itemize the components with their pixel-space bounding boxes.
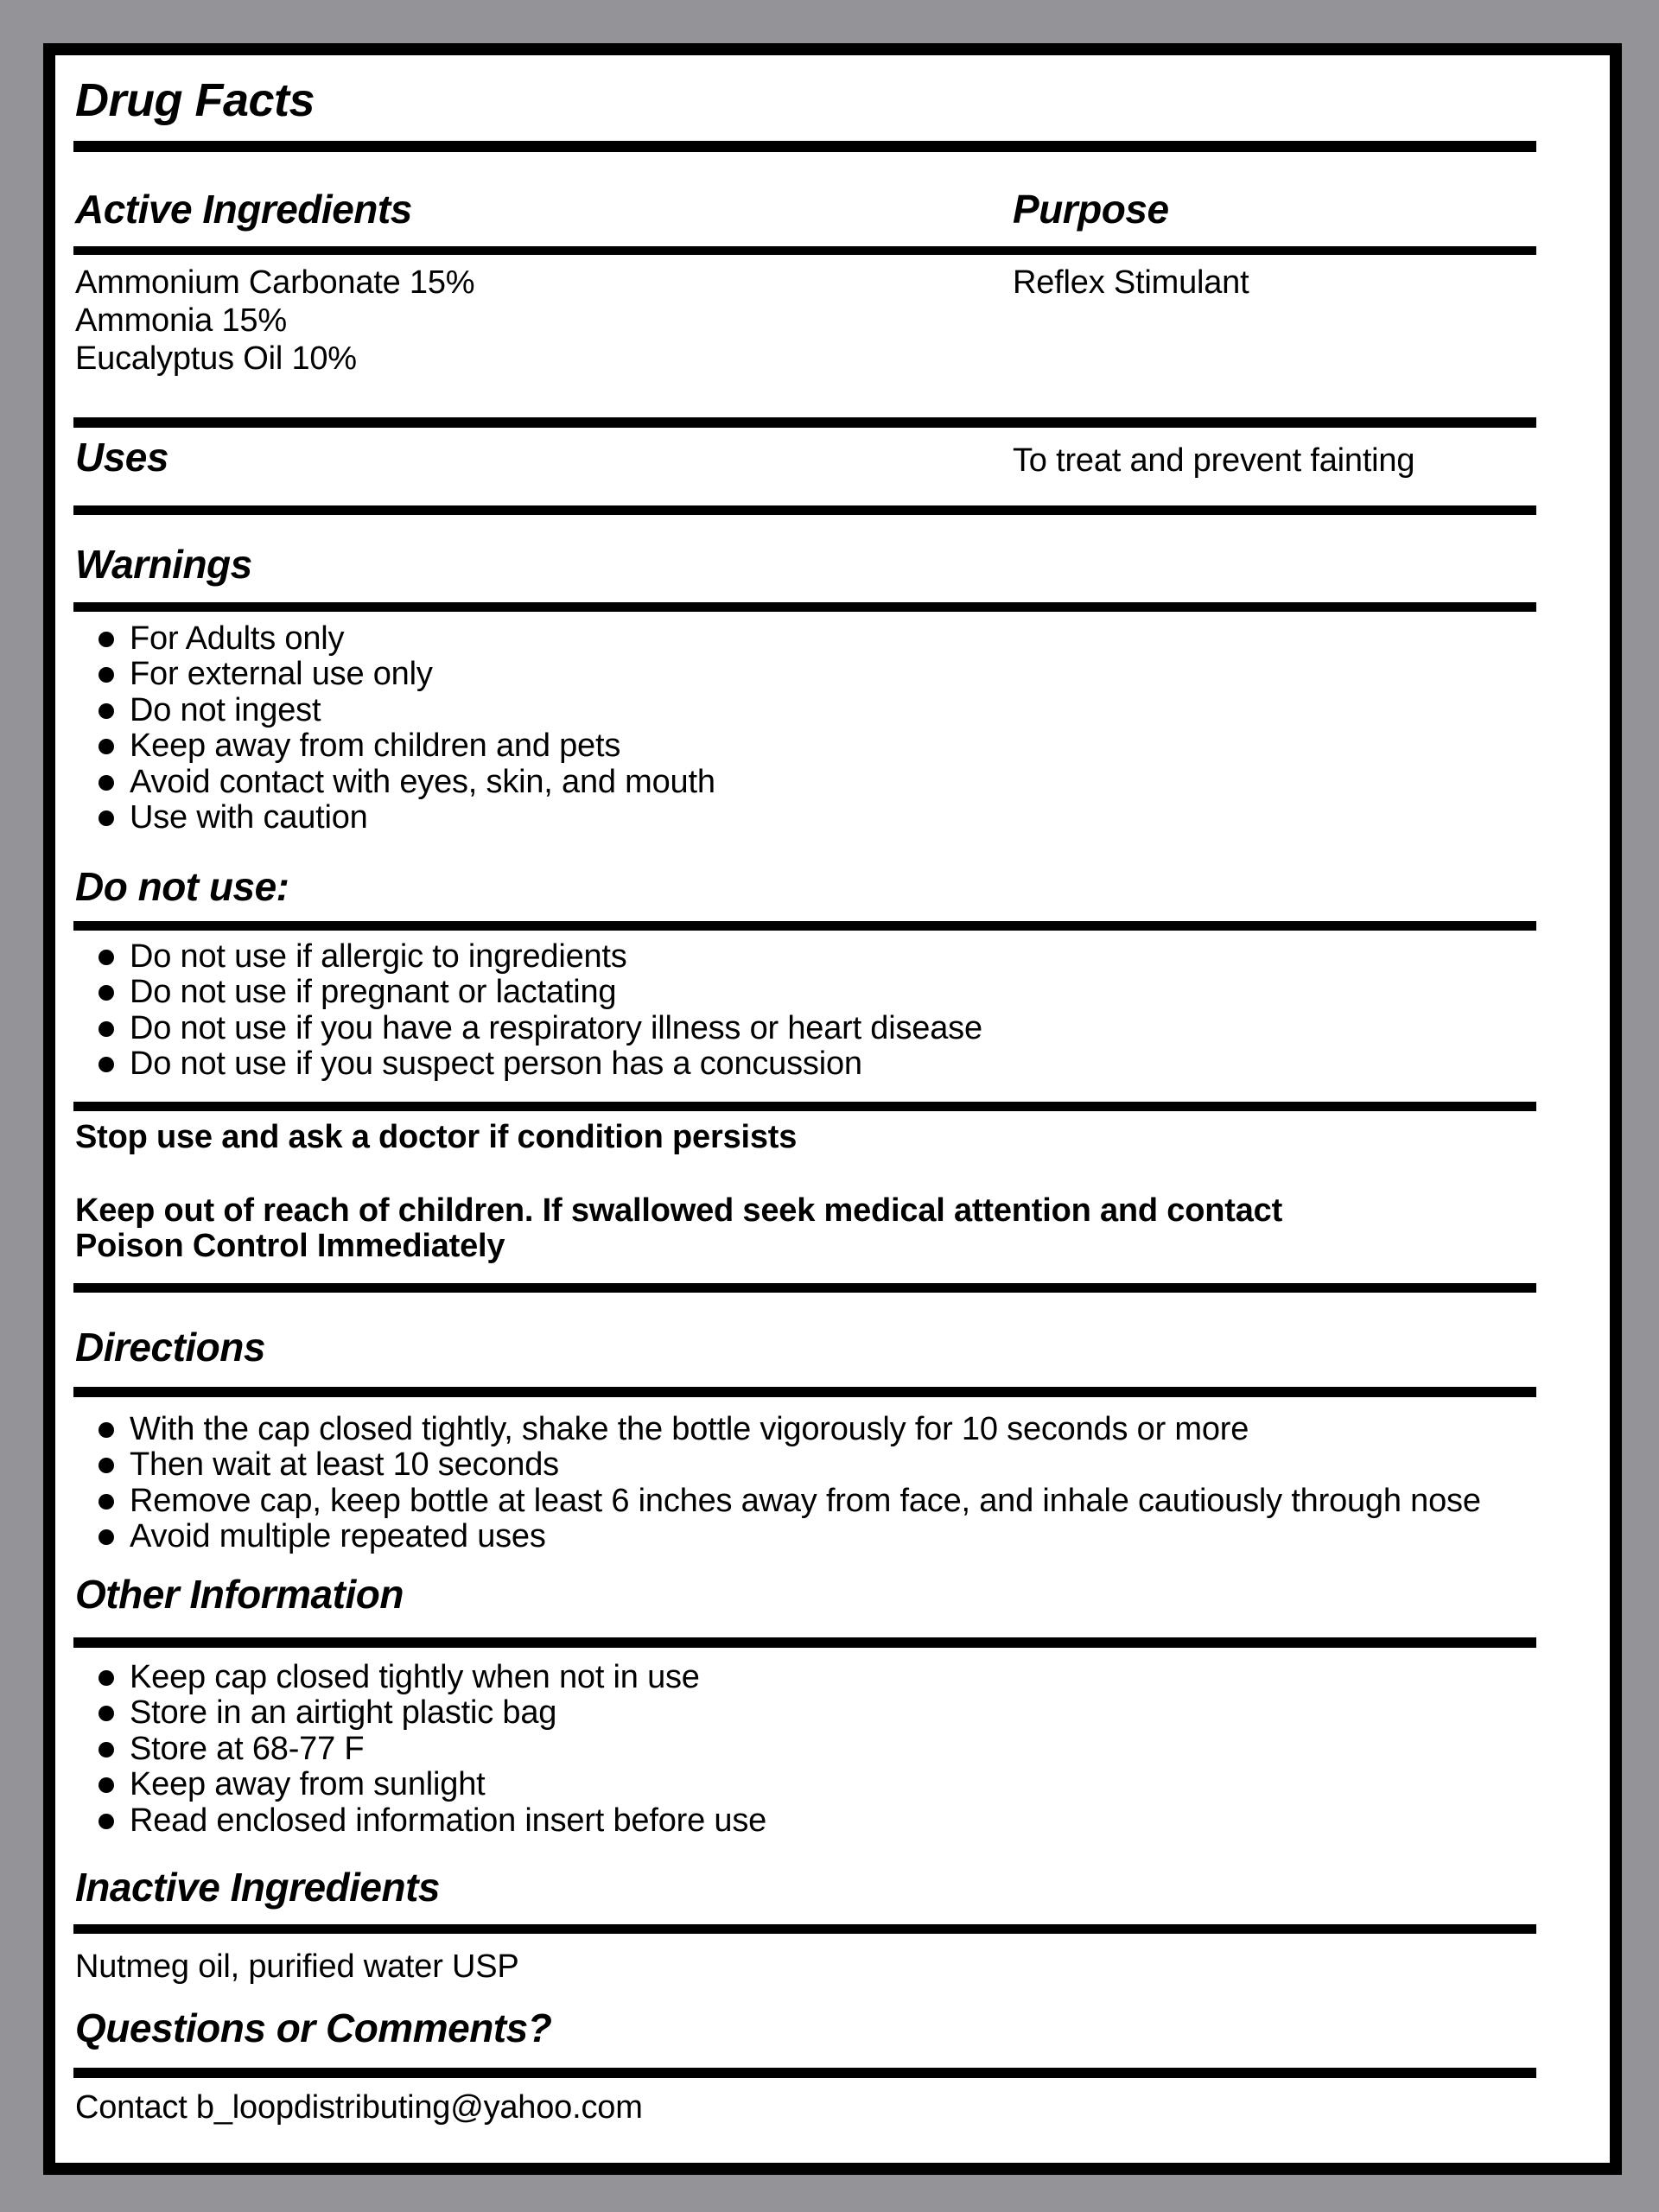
bullet-icon bbox=[99, 1494, 114, 1510]
divider-under-title bbox=[73, 141, 1536, 152]
purpose-heading: Purpose bbox=[1013, 187, 1169, 232]
bullet-text: With the cap closed tightly, shake the bottle vigorously for 10 seconds or more bbox=[130, 1411, 1249, 1447]
bullet-text: Keep cap closed tightly when not in use bbox=[130, 1659, 700, 1695]
questions-heading: Questions or Comments? bbox=[75, 2005, 552, 2050]
inactive-ingredients-heading: Inactive Ingredients bbox=[75, 1865, 441, 1910]
divider-above-stop-use bbox=[73, 1102, 1536, 1111]
active-ingredient-item: Ammonia 15% bbox=[75, 302, 287, 339]
divider-active-ingredients bbox=[73, 246, 1536, 255]
contact-value: Contact b_loopdistributing@yahoo.com bbox=[75, 2089, 643, 2126]
bullet-text: Do not use if allergic to ingredients bbox=[130, 938, 627, 975]
bullet-item bbox=[75, 621, 715, 657]
divider-above-directions bbox=[73, 1283, 1536, 1293]
bullet-icon bbox=[99, 1057, 114, 1072]
bullet-text: Store in an airtight plastic bag bbox=[130, 1694, 557, 1732]
bullet-icon bbox=[99, 775, 114, 791]
active-ingredient-item: Ammonium Carbonate 15% bbox=[75, 264, 475, 301]
uses-value: To treat and prevent fainting bbox=[1013, 442, 1415, 479]
bullet-icon bbox=[99, 1814, 114, 1829]
bullet-icon bbox=[99, 985, 114, 1001]
bullet-item bbox=[75, 657, 715, 692]
bullet-text: Do not ingest bbox=[130, 691, 321, 728]
other-information-heading: Other Information bbox=[75, 1572, 404, 1617]
divider-questions bbox=[73, 2068, 1536, 2078]
bullet-text: Avoid multiple repeated uses bbox=[130, 1518, 546, 1555]
bullet-text: Store at 68-77 F bbox=[130, 1730, 365, 1767]
keep-out-statement bbox=[75, 1193, 1282, 1264]
stop-use-statement: Stop use and ask a doctor if condition persists bbox=[75, 1119, 798, 1155]
warnings-heading: Warnings bbox=[75, 542, 252, 587]
purpose-value: Reflex Stimulant bbox=[1013, 264, 1249, 301]
active-ingredients-heading: Active Ingredients bbox=[75, 187, 412, 232]
bullet-item bbox=[75, 975, 982, 1010]
bullet-icon bbox=[99, 1422, 114, 1438]
divider-warnings bbox=[73, 602, 1536, 612]
bullet-item bbox=[75, 1732, 766, 1767]
bullet-item bbox=[75, 728, 715, 764]
do-not-use-heading: Do not use: bbox=[75, 864, 289, 909]
divider-above-uses bbox=[73, 417, 1536, 428]
do-not-use-list bbox=[75, 939, 982, 1083]
bullet-text: Remove cap, keep bottle at least 6 inches away from face, and inhale cautiously through nose bbox=[130, 1482, 1481, 1519]
bullet-item bbox=[75, 1519, 1481, 1554]
bullet-item bbox=[75, 1484, 1481, 1519]
bullet-item bbox=[75, 693, 715, 728]
bullet-icon bbox=[99, 810, 114, 826]
keep-out-line-2: Poison Control Immediately bbox=[75, 1228, 505, 1264]
bullet-item bbox=[75, 800, 715, 836]
warnings-list bbox=[75, 621, 715, 836]
bullet-item bbox=[75, 1046, 982, 1082]
bullet-item bbox=[75, 765, 715, 800]
directions-heading: Directions bbox=[75, 1325, 265, 1370]
keep-out-line-1: Keep out of reach of children. If swallowed seek medical attention and contact bbox=[75, 1192, 1283, 1229]
active-ingredients-list bbox=[75, 264, 474, 378]
bullet-item bbox=[75, 1447, 1481, 1483]
bullet-text: Keep away from sunlight bbox=[130, 1766, 486, 1803]
bullet-text: Do not use if you have a respiratory illness or heart disease bbox=[130, 1009, 982, 1046]
divider-do-not-use bbox=[73, 921, 1536, 931]
bullet-icon bbox=[99, 950, 114, 965]
bullet-item bbox=[75, 1660, 766, 1695]
active-ingredient-item: Eucalyptus Oil 10% bbox=[75, 340, 357, 377]
bullet-text: For external use only bbox=[130, 656, 433, 693]
bullet-item bbox=[75, 1011, 982, 1046]
directions-list bbox=[75, 1412, 1481, 1555]
bullet-text: Do not use if pregnant or lactating bbox=[130, 974, 617, 1011]
divider-below-uses bbox=[73, 505, 1536, 515]
bullet-icon bbox=[99, 1021, 114, 1037]
bullet-icon bbox=[99, 1706, 114, 1721]
bullet-icon bbox=[99, 1529, 114, 1545]
bullet-icon bbox=[99, 1458, 114, 1473]
inactive-ingredients-value: Nutmeg oil, purified water USP bbox=[75, 1948, 519, 1985]
bullet-text: Keep away from children and pets bbox=[130, 728, 621, 765]
divider-directions bbox=[73, 1387, 1536, 1397]
bullet-icon bbox=[99, 667, 114, 683]
bullet-icon bbox=[99, 632, 114, 647]
other-information-list bbox=[75, 1660, 766, 1839]
uses-heading: Uses bbox=[75, 435, 168, 480]
divider-other-information bbox=[73, 1637, 1536, 1648]
bullet-text: For Adults only bbox=[130, 620, 345, 657]
bullet-text: Do not use if you suspect person has a concussion bbox=[130, 1046, 862, 1083]
bullet-icon bbox=[99, 1742, 114, 1758]
bullet-icon bbox=[99, 703, 114, 719]
bullet-text: Then wait at least 10 seconds bbox=[130, 1446, 559, 1484]
bullet-icon bbox=[99, 739, 114, 754]
bullet-item bbox=[75, 1767, 766, 1802]
bullet-item bbox=[75, 1803, 766, 1839]
page-title: Drug Facts bbox=[75, 74, 315, 126]
bullet-item bbox=[75, 1695, 766, 1731]
bullet-icon bbox=[99, 1777, 114, 1793]
bullet-text: Avoid contact with eyes, skin, and mouth bbox=[130, 763, 715, 800]
divider-inactive-ingredients bbox=[73, 1924, 1536, 1934]
bullet-text: Read enclosed information insert before use bbox=[130, 1802, 767, 1839]
bullet-text: Use with caution bbox=[130, 799, 368, 836]
bullet-item bbox=[75, 1412, 1481, 1447]
bullet-icon bbox=[99, 1670, 114, 1686]
drug-facts-label bbox=[43, 43, 1622, 2175]
bullet-item bbox=[75, 939, 982, 975]
